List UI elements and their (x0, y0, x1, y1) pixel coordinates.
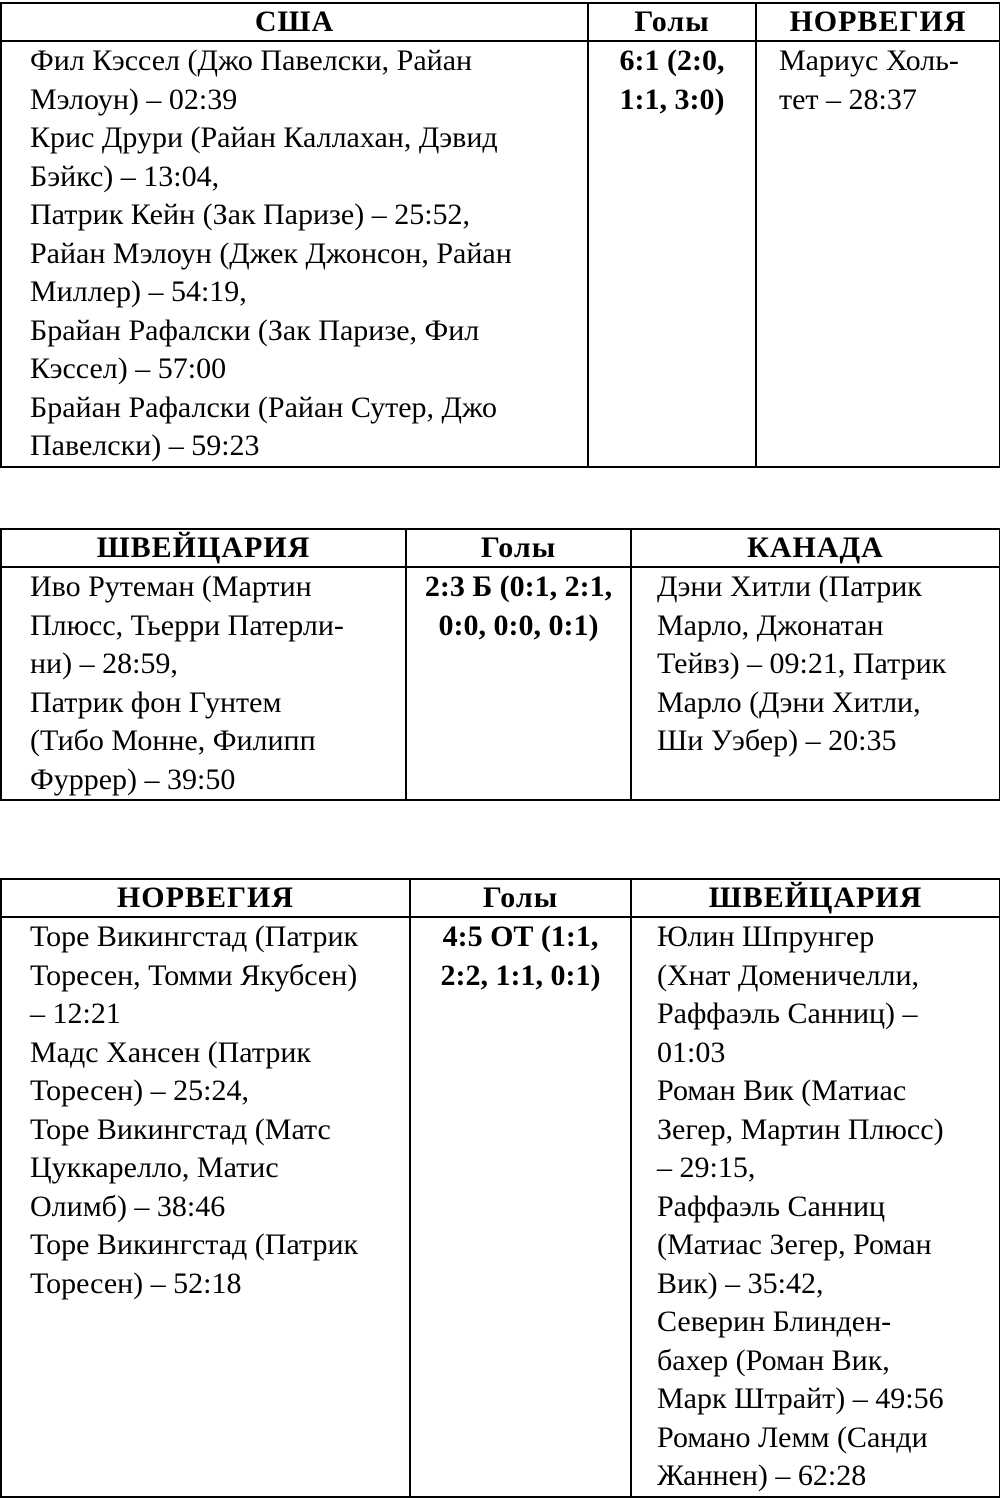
match-table-usa-norway (0, 2, 1000, 468)
left-team-goals: Торе Викингстад (Патрик Торесен, Томми Якубсен) – 12:21 Мадс Хансен (Патрик Торесен) – 25:24, Торе Викингстад (Матс Цуккарелло, Матис Олимб) – 38:46 Торе Викингстад (Патрик Торесен) – 52:18 (1, 917, 410, 1497)
right-team-header: КАНАДА (631, 529, 1000, 567)
left-team-header: США (1, 3, 588, 41)
left-team-header: ШВЕЙЦАРИЯ (1, 529, 406, 567)
match-table-norway-switzerland (0, 878, 1000, 1498)
left-team-goals: Иво Рутеман (Мартин Плюсс, Тьерри Патерли- ни) – 28:59, Патрик фон Гунтем (Тибо Монне, Филипп Фуррер) – 39:50 (1, 567, 406, 800)
table-header-row (1, 879, 1000, 917)
match-score: 2:3 Б (0:1, 2:1, 0:0, 0:0, 0:1) (406, 567, 631, 800)
right-team-header: ШВЕЙЦАРИЯ (631, 879, 1000, 917)
table-header-row (1, 3, 1000, 41)
right-team-goals: Мариус Холь- тет – 28:37 (756, 41, 1000, 467)
table-header-row (1, 529, 1000, 567)
table-row (1, 41, 1000, 467)
table-row (1, 567, 1000, 800)
left-team-goals: Фил Кэссел (Джо Павелски, Райан Мэлоун) – 02:39 Крис Друри (Райан Каллахан, Дэвид Бэйкс) – 13:04, Патрик Кейн (Зак Паризе) – 25:52, Райан Мэлоун (Джек Джонсон, Райан Миллер) – 54:19, Брайан Рафалски (Зак Паризе, Фил Кэссел) – 57:00 Брайан Рафалски (Райан Сутер, Джо Павелски) – 59:23 (1, 41, 588, 467)
right-team-goals: Юлин Шпрунгер (Хнат Доменичелли, Раффаэль Санниц) – 01:03 Роман Вик (Матиас Зегер, Мартин Плюсс) – 29:15, Раффаэль Санниц (Матиас Зегер, Роман Вик) – 35:42, Северин Блинден- бахер (Роман Вик, Марк Штрайт) – 49:56 Романо Лемм (Санди Жаннен) – 62:28 (631, 917, 1000, 1497)
goals-header: Голы (588, 3, 756, 41)
left-team-header: НОРВЕГИЯ (1, 879, 410, 917)
match-score: 4:5 ОТ (1:1, 2:2, 1:1, 0:1) (410, 917, 631, 1497)
match-score: 6:1 (2:0, 1:1, 3:0) (588, 41, 756, 467)
match-table-switzerland-canada (0, 528, 1000, 801)
right-team-header: НОРВЕГИЯ (756, 3, 1000, 41)
table-row (1, 917, 1000, 1497)
goals-header: Голы (410, 879, 631, 917)
right-team-goals: Дэни Хитли (Патрик Марло, Джонатан Тейвз) – 09:21, Патрик Марло (Дэни Хитли, Ши Уэбер) – 20:35 (631, 567, 1000, 800)
goals-header: Голы (406, 529, 631, 567)
